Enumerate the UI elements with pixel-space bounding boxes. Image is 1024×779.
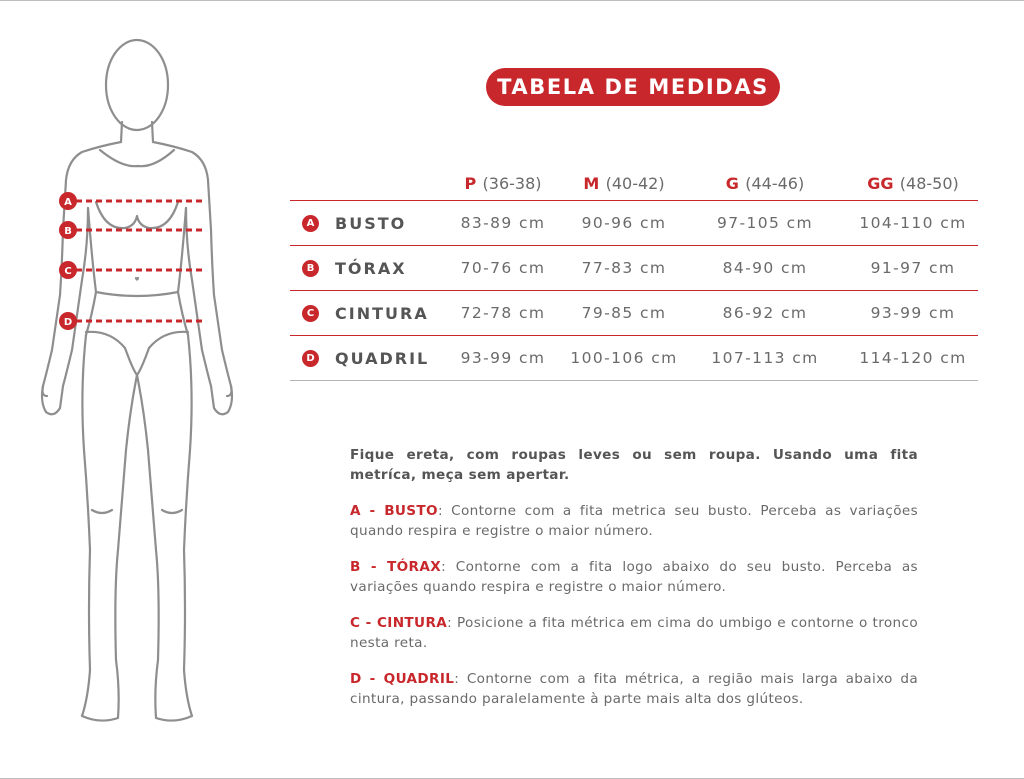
table-cell: 77-83 cm bbox=[581, 259, 667, 277]
row-marker-badge: C bbox=[302, 305, 319, 322]
header-size-gg bbox=[848, 174, 978, 193]
instruction-busto bbox=[350, 502, 918, 541]
figure-marker-a-label: A bbox=[64, 197, 72, 208]
header-size-range: (48-50) bbox=[899, 173, 959, 193]
row-name: QUADRIL bbox=[335, 348, 430, 368]
row-name: BUSTO bbox=[335, 213, 407, 233]
instruction-term: A - BUSTO bbox=[350, 503, 438, 519]
instruction-term: D - QUADRIL bbox=[350, 671, 455, 687]
header-size-range: (40-42) bbox=[605, 173, 665, 193]
table-cell: 70-76 cm bbox=[460, 259, 546, 277]
table-cell: 84-90 cm bbox=[722, 259, 808, 277]
table-row-torax bbox=[290, 246, 978, 291]
header-size-label: P bbox=[464, 173, 477, 193]
row-marker-badge: B bbox=[302, 260, 319, 277]
header-size-label: GG bbox=[867, 173, 894, 193]
row-name: TÓRAX bbox=[335, 258, 407, 278]
table-cell: 83-89 cm bbox=[460, 214, 546, 232]
instruction-cintura bbox=[350, 614, 918, 653]
table-cell: 93-99 cm bbox=[460, 349, 546, 367]
table-cell: 114-120 cm bbox=[859, 349, 967, 367]
header-size-label: M bbox=[583, 173, 600, 193]
header-size-m bbox=[566, 174, 682, 193]
figure-marker-c-label: C bbox=[64, 266, 72, 277]
table-cell: 91-97 cm bbox=[870, 259, 956, 277]
table-row-cintura bbox=[290, 291, 978, 336]
figure-marker-d-label: D bbox=[63, 317, 73, 328]
instruction-text: : Contorne com a fita logo abaixo do seu busto. Perceba as variações quando respira e registre o maior número. bbox=[350, 559, 918, 595]
table-cell: 107-113 cm bbox=[711, 349, 819, 367]
header-size-range: (36-38) bbox=[482, 173, 542, 193]
table-cell: 93-99 cm bbox=[870, 304, 956, 322]
header-size-range: (44-46) bbox=[745, 173, 805, 193]
table-row-quadril bbox=[290, 336, 978, 381]
row-marker-badge: D bbox=[302, 350, 319, 367]
table-row-busto bbox=[290, 201, 978, 246]
instruction-text: : Contorne com a fita métrica, a região mais larga abaixo da cintura, passando paralelamente à parte mais alta dos glúteos. bbox=[350, 671, 918, 707]
figure-marker-b-label: B bbox=[64, 226, 72, 237]
table-cell: 86-92 cm bbox=[722, 304, 808, 322]
instruction-torax bbox=[350, 558, 918, 597]
size-table-header bbox=[290, 166, 978, 201]
instruction-quadril bbox=[350, 670, 918, 709]
instructions-intro: Fique ereta, com roupas leves ou sem roupa. Usando uma fita metríca, meça sem apertar. bbox=[350, 447, 918, 483]
instruction-term: C - CINTURA bbox=[350, 615, 448, 631]
header-size-label: G bbox=[725, 173, 739, 193]
figure-marker-d bbox=[59, 312, 77, 330]
header-size-g bbox=[682, 174, 848, 193]
figure-marker-c bbox=[59, 261, 77, 279]
table-cell: 79-85 cm bbox=[581, 304, 667, 322]
figure-marker-b bbox=[59, 221, 77, 239]
table-cell: 72-78 cm bbox=[460, 304, 546, 322]
instruction-text: : Contorne com a fita metrica seu busto. Perceba as variações quando respira e registre o maior número. bbox=[350, 503, 919, 539]
page-title: TABELA DE MEDIDAS bbox=[486, 68, 780, 106]
row-name: CINTURA bbox=[335, 303, 429, 323]
measurement-instructions bbox=[350, 446, 918, 726]
body-figure-illustration bbox=[30, 30, 250, 750]
table-cell: 97-105 cm bbox=[716, 214, 814, 232]
table-cell: 90-96 cm bbox=[581, 214, 667, 232]
row-marker-badge: A bbox=[302, 215, 319, 232]
figure-marker-a bbox=[59, 192, 77, 210]
instruction-text: : Posicione a fita métrica em cima do umbigo e contorne o tronco nesta reta. bbox=[350, 615, 918, 651]
size-table bbox=[290, 166, 978, 381]
header-size-p bbox=[440, 174, 566, 193]
table-cell: 100-106 cm bbox=[570, 349, 678, 367]
instruction-term: B - TÓRAX bbox=[350, 559, 442, 575]
table-cell: 104-110 cm bbox=[859, 214, 967, 232]
